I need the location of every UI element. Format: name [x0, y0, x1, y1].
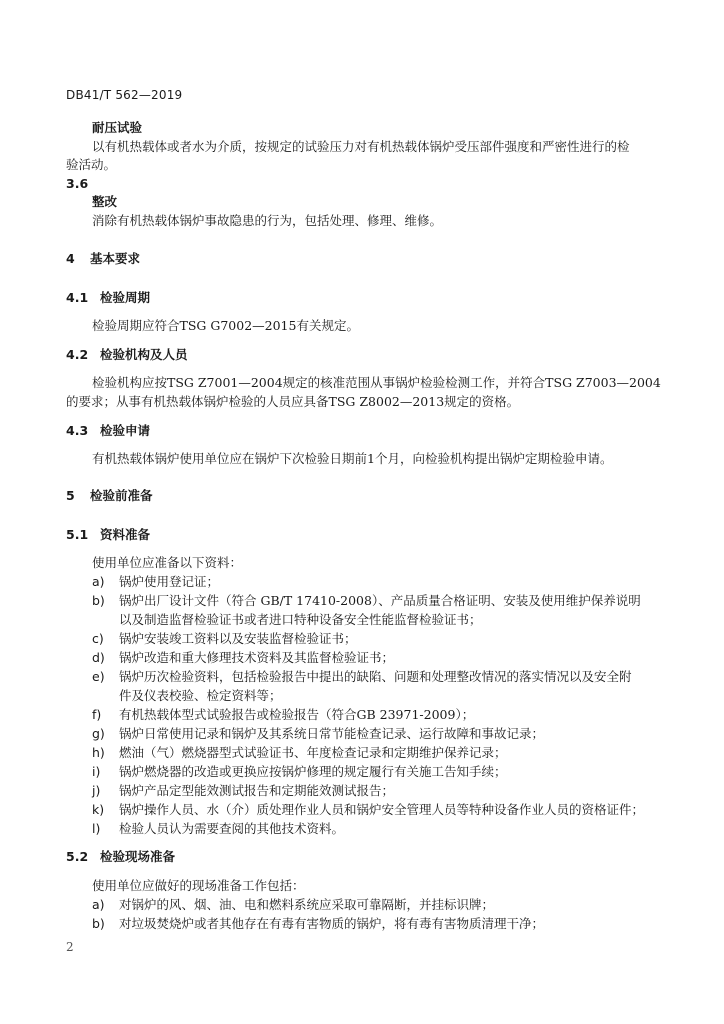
paragraph-line: 检验周期应符合TSG G7002—2015有关规定。 — [92, 318, 359, 333]
list-item-label: g) — [92, 726, 105, 741]
list-item-text: 燃油（气）燃烧器型式试验证书、年度检查记录和定期维护保养记录； — [119, 745, 507, 760]
list-item-label: h) — [92, 745, 105, 760]
list-item — [92, 707, 474, 723]
list-item-continuation: 以及制造监督检验证书或者进口特种设备安全性能监督检验证书； — [119, 612, 482, 627]
list-item-label: e) — [92, 669, 105, 684]
term-definition-line: 以有机热载体或者水为介质，按规定的试验压力对有机热载体锅炉受压部件强度和严密性进行的检 — [92, 139, 630, 154]
list-item — [92, 726, 544, 742]
section-heading-4 — [66, 251, 140, 267]
list-item-text: 锅炉产品定型能效测试报告和定期能效测试报告； — [119, 783, 395, 798]
section-heading-5 — [66, 488, 153, 504]
term-title-pressure-test: 耐压试验 — [92, 120, 143, 135]
list-item-label: f) — [92, 707, 102, 722]
subsection-heading-4-1 — [66, 290, 150, 306]
list-item — [92, 574, 219, 590]
list-item-label: d) — [92, 650, 105, 665]
list-item — [92, 802, 644, 818]
subsection-title: 检验机构及人员 — [100, 347, 188, 362]
list-item-text: 锅炉燃烧器的改造或更换应按锅炉修理的规定履行有关施工告知手续； — [119, 764, 507, 779]
list-item-continuation: 件及仪表校验、检定资料等； — [119, 688, 282, 703]
subsection-number: 4.1 — [66, 290, 89, 305]
list-item-text: 检验人员认为需要查阅的其他技术资料。 — [119, 821, 345, 836]
subsection-title: 资料准备 — [100, 527, 151, 542]
subsection-title: 检验现场准备 — [100, 849, 176, 864]
list-item-text: 锅炉操作人员、水（介）质处理作业人员和锅炉安全管理人员等特种设备作业人员的资格证件； — [119, 802, 645, 817]
subsection-title: 检验申请 — [100, 423, 151, 438]
subsection-number: 4.2 — [66, 347, 89, 362]
section-number: 4 — [66, 251, 75, 266]
list-intro: 使用单位应准备以下资料： — [92, 555, 243, 570]
subsection-heading-5-1 — [66, 527, 150, 543]
list-item — [92, 764, 507, 780]
term-number: 3.6 — [66, 176, 89, 191]
list-item-text: 对锅炉的风、烟、油、电和燃料系统应采取可靠隔断，并挂标识牌； — [119, 897, 495, 912]
subsection-heading-5-2 — [66, 849, 175, 865]
list-item-text: 有机热载体型式试验报告或检验报告（符合GB 23971-2009）； — [119, 707, 475, 722]
list-item-label: l) — [92, 821, 101, 836]
term-title-rectification: 整改 — [92, 194, 118, 209]
section-title: 基本要求 — [90, 251, 141, 266]
list-item — [92, 821, 344, 837]
list-item-text: 对垃圾焚烧炉或者其他存在有毒有害物质的锅炉，将有毒有害物质清理干净； — [119, 916, 545, 931]
subsection-heading-4-3 — [66, 423, 150, 439]
list-item — [92, 916, 544, 932]
section-number: 5 — [66, 488, 75, 503]
list-item-label: b) — [92, 916, 105, 931]
list-item — [92, 669, 632, 685]
page-number: 2 — [66, 940, 74, 954]
list-item-text: 锅炉使用登记证； — [119, 574, 220, 589]
subsection-heading-4-2 — [66, 347, 188, 363]
list-item-text: 锅炉日常使用记录和锅炉及其系统日常节能检查记录、运行故障和事故记录； — [119, 726, 545, 741]
list-item-text: 锅炉改造和重大修理技术资料及其监督检验证书； — [119, 650, 395, 665]
paragraph-line: 有机热载体锅炉使用单位应在锅炉下次检验日期前1个月，向检验机构提出锅炉定期检验申请。 — [92, 451, 613, 466]
subsection-title: 检验周期 — [100, 290, 151, 305]
document-header: DB41/T 562—2019 — [66, 88, 183, 102]
subsection-number: 4.3 — [66, 423, 89, 438]
term-definition-line: 消除有机热载体锅炉事故隐患的行为，包括处理、修理、维修。 — [92, 213, 443, 228]
list-intro: 使用单位应做好的现场准备工作包括： — [92, 878, 305, 893]
list-item — [92, 783, 394, 799]
list-item — [92, 650, 394, 666]
list-item-text: 锅炉安装竣工资料以及安装监督检验证书； — [119, 631, 357, 646]
paragraph-line: 的要求；从事有机热载体锅炉检验的人员应具备TSG Z8002—2013规定的资格。 — [66, 394, 520, 409]
list-item-label: j) — [92, 783, 101, 798]
list-item-label: c) — [92, 631, 104, 646]
list-item — [92, 593, 641, 609]
list-item-label: a) — [92, 897, 105, 912]
list-item — [92, 745, 507, 761]
list-item-label: k) — [92, 802, 105, 817]
list-item-label: a) — [92, 574, 105, 589]
list-item — [92, 897, 494, 913]
list-item-text: 锅炉出厂设计文件（符合 GB/T 17410-2008）、产品质量合格证明、安装及使用维护保养说明 — [119, 593, 641, 608]
list-item-text: 锅炉历次检验资料，包括检验报告中提出的缺陷、问题和处理整改情况的落实情况以及安全附 — [119, 669, 632, 684]
subsection-number: 5.1 — [66, 527, 89, 542]
subsection-number: 5.2 — [66, 849, 89, 864]
list-item — [92, 631, 357, 647]
term-definition-line: 验活动。 — [66, 157, 117, 172]
section-title: 检验前准备 — [90, 488, 153, 503]
paragraph-line: 检验机构应按TSG Z7001—2004规定的核准范围从事锅炉检验检测工作，并符合TSG Z7003—2004 — [92, 375, 661, 390]
list-item-label: b) — [92, 593, 105, 608]
list-item-label: i) — [92, 764, 101, 779]
